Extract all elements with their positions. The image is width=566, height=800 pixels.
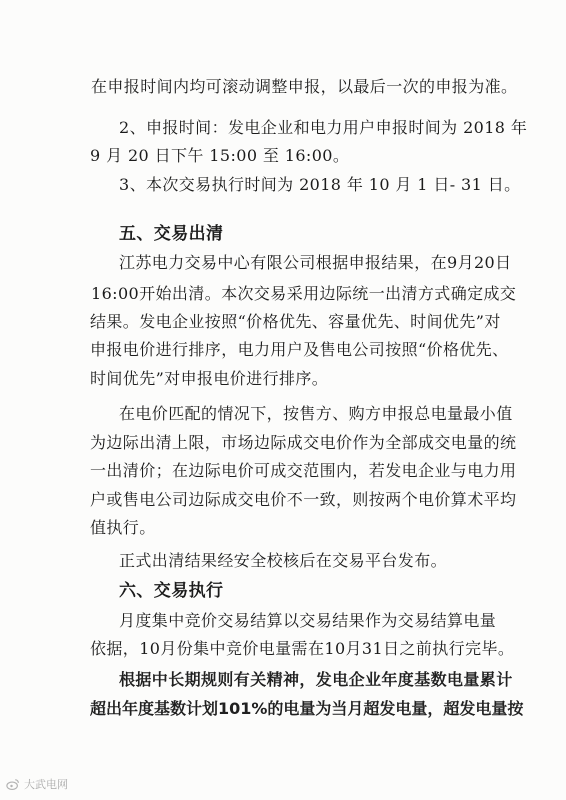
body-line: 3、本次交易执行时间为 2018 年 10 月 1 日- 31 日。 — [119, 175, 521, 194]
body-line: 户或售电公司边际成交电价不一致，则按两个电价算术平均 — [90, 490, 517, 509]
body-line: 为边际出清上限，市场边际成交电价作为全部成交电量的统 — [90, 433, 517, 452]
body-line: 2、申报时间：发电企业和电力用户申报时间为 2018 年 — [119, 118, 528, 137]
watermark-text: 大武电网 — [24, 778, 68, 791]
body-line: 一出清价；在边际电价可成交范围内，若发电企业与电力用 — [90, 461, 517, 480]
body-line: 申报电价进行排序，电力用户及售电公司按照“价格优先、 — [90, 340, 509, 359]
body-line: 依据，10月份集中竞价电量需在10月31日之前执行完毕。 — [90, 639, 515, 658]
bold-body-line: 超出年度基数计划101%的电量为当月超发电量，超发电量按 — [90, 699, 524, 718]
watermark — [6, 776, 68, 792]
body-line: 江苏电力交易中心有限公司根据申报结果，在9月20日 — [119, 253, 512, 272]
weibo-logo-icon — [6, 777, 20, 791]
body-line: 在申报时间内均可滚动调整申报，以最后一次的申报为准。 — [91, 77, 518, 96]
body-line: 9 月 20 日下午 15:00 至 16:00。 — [90, 146, 350, 165]
body-line: 时间优先”对申报电价进行排序。 — [90, 369, 329, 388]
body-line: 在电价匹配的情况下，按售方、购方申报总电量最小值 — [119, 404, 513, 423]
body-line: 正式出清结果经安全校核后在交易平台发布。 — [119, 551, 448, 570]
body-line: 16:00开始出清。本次交易采用边际统一出清方式确定成交 — [91, 284, 517, 303]
body-line: 值执行。 — [90, 518, 156, 537]
section-heading: 五、交易出清 — [119, 224, 224, 244]
body-line: 结果。发电企业按照“价格优先、容量优先、时间优先”对 — [90, 312, 501, 331]
section-heading: 六、交易执行 — [119, 581, 224, 601]
body-line: 月度集中竞价交易结算以交易结果作为交易结算电量 — [119, 611, 497, 630]
bold-body-line: 根据中长期规则有关精神，发电企业年度基数电量累计 — [119, 670, 513, 689]
